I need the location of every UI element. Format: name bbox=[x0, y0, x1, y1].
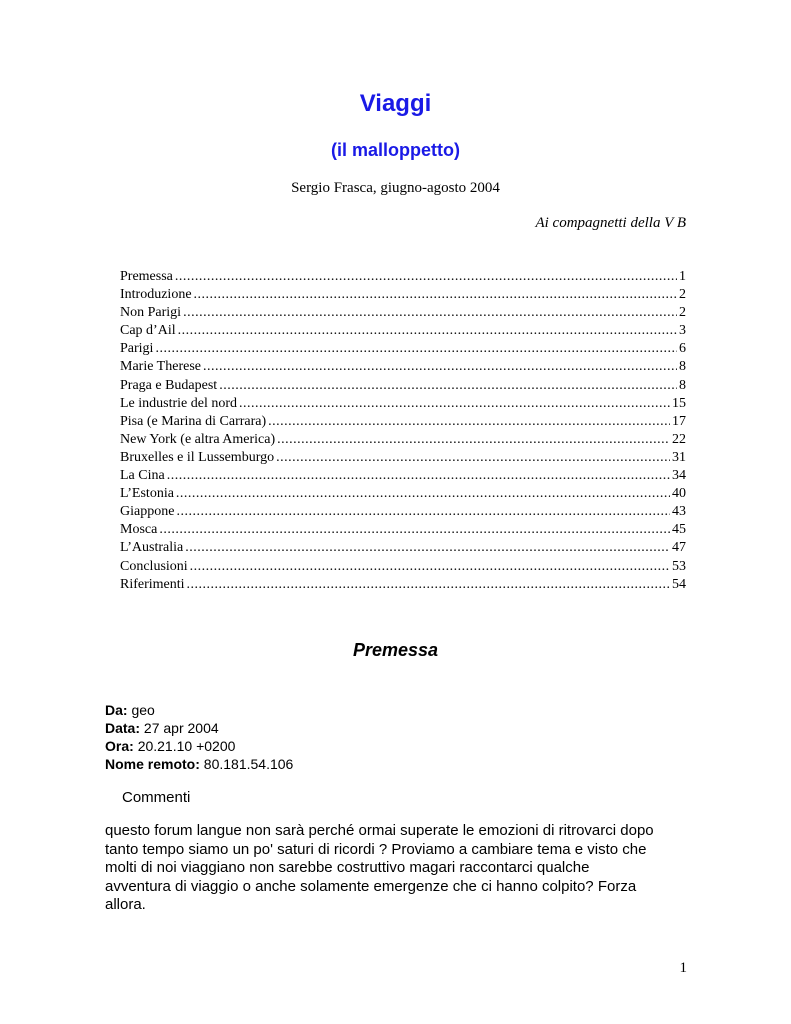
toc-entry-label: Le industrie del nord bbox=[120, 395, 238, 411]
toc-entry-label: Giappone bbox=[120, 504, 175, 520]
toc-entry-non-parigi[interactable] bbox=[120, 304, 686, 322]
toc-leader bbox=[159, 521, 670, 539]
toc-entry-giappone[interactable] bbox=[120, 503, 686, 521]
toc-entry-label: New York (e altra America) bbox=[120, 431, 276, 447]
comment-line: molti di noi viaggiano non sarebbe costruttivo magari raccontarci qualche bbox=[105, 859, 590, 876]
toc-leader bbox=[183, 304, 677, 322]
toc-entry-label: Mosca bbox=[120, 522, 158, 538]
toc-leader bbox=[190, 558, 670, 576]
meta-label: Data: bbox=[105, 720, 141, 736]
toc-leader bbox=[239, 395, 670, 413]
toc-entry-label: L’Australia bbox=[120, 540, 184, 556]
toc-entry-page: 6 bbox=[679, 341, 686, 357]
post-metadata bbox=[105, 701, 293, 773]
toc-entry-label: Parigi bbox=[120, 341, 154, 357]
comment-line: allora. bbox=[105, 896, 146, 913]
toc-entry-page: 22 bbox=[672, 431, 686, 447]
toc-entry-label: Pisa (e Marina di Carrara) bbox=[120, 413, 267, 429]
page-number: 1 bbox=[679, 960, 687, 976]
toc-entry-introduzione[interactable] bbox=[120, 286, 686, 304]
section-heading-premessa: Premessa bbox=[352, 640, 439, 660]
toc-leader bbox=[194, 286, 677, 304]
toc-entry-label: Bruxelles e il Lussemburgo bbox=[120, 449, 275, 465]
document-subtitle: (il malloppetto) bbox=[331, 140, 460, 160]
toc-leader bbox=[277, 431, 670, 449]
toc-entry-label: Riferimenti bbox=[120, 576, 185, 592]
toc-entry-la-cina[interactable] bbox=[120, 467, 686, 485]
toc-entry-label: Cap d’Ail bbox=[120, 323, 176, 339]
meta-value: 27 apr 2004 bbox=[143, 720, 219, 736]
toc-entry-page: 43 bbox=[672, 504, 686, 520]
toc-entry-page: 54 bbox=[672, 576, 686, 592]
toc-entry-pisa[interactable] bbox=[120, 413, 686, 431]
toc-entry-page: 2 bbox=[679, 287, 686, 303]
toc-leader bbox=[187, 576, 670, 594]
toc-leader bbox=[219, 377, 677, 395]
toc-entry-page: 47 bbox=[672, 540, 686, 556]
toc-entry-page: 31 bbox=[672, 449, 686, 465]
comment-line: avventura di viaggio o anche solamente emergenze che ci hanno colpito? Forza bbox=[105, 877, 637, 895]
toc-leader bbox=[167, 467, 670, 485]
meta-label: Ora: bbox=[105, 738, 134, 754]
toc-entry-cap-d-ail[interactable] bbox=[120, 322, 686, 340]
toc-entry-label: Non Parigi bbox=[120, 305, 182, 321]
toc-entry-conclusioni[interactable] bbox=[120, 558, 686, 576]
toc-entry-page: 3 bbox=[679, 323, 686, 339]
toc-entry-page: 34 bbox=[672, 468, 686, 484]
toc-entry-new-york[interactable] bbox=[120, 431, 686, 449]
toc-leader bbox=[185, 539, 670, 557]
toc-leader bbox=[268, 413, 670, 431]
meta-value: 80.181.54.106 bbox=[203, 756, 294, 772]
toc-entry-l-australia[interactable] bbox=[120, 539, 686, 557]
toc-entry-marie-therese[interactable] bbox=[120, 358, 686, 376]
toc-entry-mosca[interactable] bbox=[120, 521, 686, 539]
toc-entry-praga-e-budapest[interactable] bbox=[120, 377, 686, 395]
toc-entry-page: 17 bbox=[672, 413, 686, 429]
meta-value: geo bbox=[131, 702, 155, 718]
meta-value: 20.21.10 +0200 bbox=[137, 738, 236, 754]
comment-body bbox=[105, 822, 705, 915]
toc-entry-page: 53 bbox=[672, 558, 686, 574]
toc-entry-label: Conclusioni bbox=[120, 558, 188, 574]
toc-entry-bruxelles[interactable] bbox=[120, 449, 686, 467]
toc-entry-page: 8 bbox=[679, 359, 686, 375]
toc-entry-l-estonia[interactable] bbox=[120, 485, 686, 503]
toc-entry-page: 8 bbox=[679, 377, 686, 393]
comments-heading: Commenti bbox=[122, 789, 191, 806]
toc-entry-premessa[interactable] bbox=[120, 268, 686, 286]
meta-label: Nome remoto: bbox=[105, 756, 200, 772]
toc-entry-label: La Cina bbox=[120, 468, 165, 484]
author-line: Sergio Frasca, giugno-agosto 2004 bbox=[291, 180, 500, 196]
toc-entry-label: Premessa bbox=[120, 269, 173, 284]
toc-entry-page: 45 bbox=[672, 522, 686, 538]
comment-line: questo forum langue non sarà perché ormai superate le emozioni di ritrovarci dopo bbox=[105, 822, 654, 839]
toc-leader bbox=[155, 340, 677, 358]
toc-entry-page: 2 bbox=[679, 305, 686, 321]
toc-leader bbox=[176, 485, 670, 503]
dedication: Ai compagnetti della V B bbox=[535, 215, 686, 231]
document-title: Viaggi bbox=[359, 90, 432, 117]
toc-entry-page: 1 bbox=[679, 269, 686, 284]
toc-entry-label: L’Estonia bbox=[120, 486, 174, 502]
meta-label: Da: bbox=[105, 702, 128, 718]
toc-leader bbox=[276, 449, 670, 467]
comment-line: tanto tempo siamo un po' saturi di ricordi ? Proviamo a cambiare tema e visto che bbox=[105, 840, 647, 858]
toc-entry-le-industrie-del-nord[interactable] bbox=[120, 395, 686, 413]
toc-leader bbox=[176, 503, 670, 521]
toc-entry-riferimenti[interactable] bbox=[120, 576, 686, 594]
table-of-contents bbox=[120, 268, 686, 594]
toc-entry-label: Praga e Budapest bbox=[120, 377, 218, 393]
meta-time-row bbox=[105, 737, 293, 755]
toc-leader bbox=[175, 268, 677, 286]
toc-entry-page: 40 bbox=[672, 486, 686, 502]
toc-entry-label: Introduzione bbox=[120, 287, 192, 303]
toc-leader bbox=[178, 322, 677, 340]
toc-leader bbox=[203, 358, 677, 376]
meta-remote-name-row bbox=[105, 755, 293, 773]
toc-entry-parigi[interactable] bbox=[120, 340, 686, 358]
toc-entry-label: Marie Therese bbox=[120, 359, 201, 375]
meta-from-row bbox=[105, 701, 293, 719]
toc-entry-page: 15 bbox=[672, 395, 686, 411]
meta-date-row bbox=[105, 719, 293, 737]
